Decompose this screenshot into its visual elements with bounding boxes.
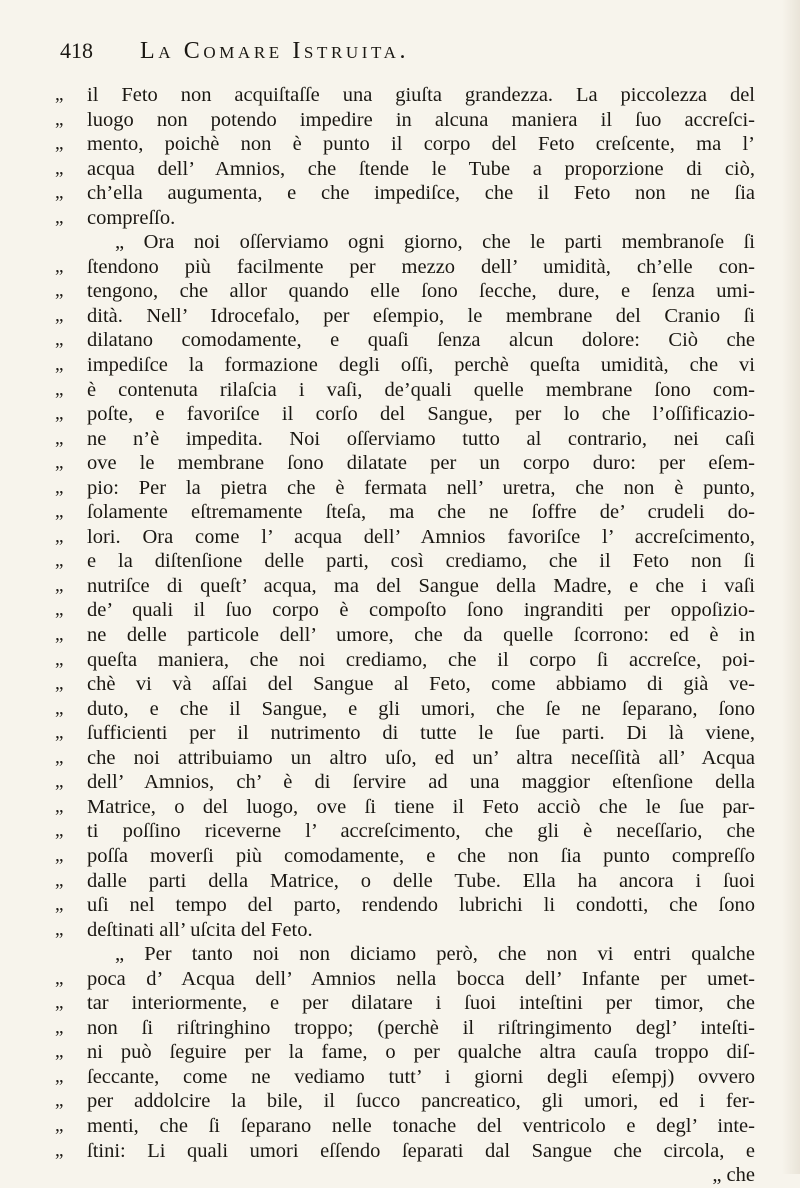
line-text: dell’ Amnios, ch’ è di ſervire ad una maggior eſtenſione della	[87, 771, 755, 794]
quote-mark: „	[55, 1090, 64, 1112]
line-text: ſolamente eſtremamente ſteſa, ma che ne ſoffre de’ crudeli do-	[87, 501, 755, 524]
line-text: uſi nel tempo del parto, rendendo lubrichi li condotti, che ſono	[87, 894, 755, 917]
quote-mark: „	[55, 550, 64, 572]
quote-mark: „	[55, 84, 64, 105]
text-line	[55, 1040, 755, 1065]
text-line	[55, 1163, 755, 1188]
text-line	[55, 1016, 755, 1041]
line-text: ne n’è impedita. Noi oſſerviamo tutto al contrario, nei caſi	[87, 427, 755, 450]
quote-mark: „	[55, 1016, 64, 1038]
quote-mark: „	[55, 722, 64, 744]
quote-mark: „	[55, 1041, 64, 1063]
quote-mark: „	[55, 108, 64, 130]
line-text: Matrice, o del luogo, ove ſi tiene il Feto acciò che le ſue par-	[87, 795, 755, 818]
quote-mark: „	[55, 427, 64, 449]
line-text: queſta maniera, che noi crediamo, che il corpo ſi accreſce, poi-	[87, 648, 755, 671]
running-title: La Comare Istruita.	[140, 38, 410, 64]
line-text: chè vi và aſſai del Sangue al Feto, come abbiamo di già ve-	[87, 673, 755, 696]
line-text: pio: Per la pietra che è fermata nell’ uretra, che non è punto,	[87, 476, 755, 499]
line-text: ti poſſino riceverne l’ accreſcimento, che gli è neceſſario, che	[87, 820, 755, 843]
text-line	[55, 648, 755, 673]
text-line	[55, 1139, 755, 1164]
text-line	[55, 353, 755, 378]
text-line	[55, 402, 755, 427]
line-text: luogo non potendo impedire in alcuna maniera il ſuo accreſci-	[87, 108, 755, 131]
text-line	[55, 1114, 755, 1139]
text-line	[55, 304, 755, 329]
quote-mark: „	[55, 1139, 64, 1161]
text-line	[55, 255, 755, 280]
quote-mark: „	[55, 746, 64, 768]
quote-mark: „	[55, 673, 64, 695]
line-text: non ſi riſtringhino troppo; (perchè il riſtringimento degl’ inteſti-	[87, 1016, 755, 1039]
text-line	[55, 132, 755, 157]
text-line	[55, 83, 755, 108]
quote-mark: „	[55, 501, 64, 523]
quote-mark: „	[55, 329, 64, 351]
catchword: „ che	[712, 1164, 755, 1187]
line-text: è contenuta rilaſcia i vaſi, de’quali quelle membrane ſono com-	[87, 378, 755, 401]
page-edge-shadow	[782, 0, 800, 1174]
text-line	[55, 230, 755, 255]
text-line	[55, 672, 755, 697]
line-text: dalle parti della Matrice, o delle Tube. Ella ha ancora i ſuoi	[87, 869, 755, 892]
text-line	[55, 918, 755, 943]
line-text: „ Per tanto noi non diciamo però, che non vi entri qualche	[115, 943, 755, 966]
quote-mark: „	[55, 894, 64, 916]
text-line	[55, 991, 755, 1016]
line-text: duto, e che il Sangue, e gli umori, che ſe ne ſeparano, ſono	[87, 697, 755, 720]
text-line	[55, 549, 755, 574]
quote-mark: „	[55, 378, 64, 400]
text-line	[55, 697, 755, 722]
line-text: nutriſce di queſt’ acqua, ma del Sangue della Madre, e che i vaſi	[87, 574, 755, 597]
text-line	[55, 623, 755, 648]
quote-mark: „	[55, 157, 64, 179]
text-line	[55, 598, 755, 623]
text-line	[55, 500, 755, 525]
line-text: menti, che ſi ſeparano nelle tonache del ventricolo e degl’ inte-	[87, 1114, 755, 1137]
line-text: poſte, e favoriſce il corſo del Sangue, per lo che l’oſſificazio-	[87, 403, 755, 426]
quote-mark: „	[55, 574, 64, 596]
line-text: compreſſo.	[87, 206, 176, 229]
line-text: acqua dell’ Amnios, che ſtende le Tube a proporzione di ciò,	[87, 157, 755, 180]
line-text: ſtini: Li quali umori eſſendo ſeparati dal Sangue che circola, e	[87, 1139, 755, 1162]
text-line	[55, 181, 755, 206]
line-text: ch’ella augumenta, e che impediſce, che il Feto non ne ſia	[87, 182, 755, 205]
quote-mark: „	[55, 697, 64, 719]
quote-mark: „	[55, 648, 64, 670]
line-text: dità. Nell’ Idrocefalo, per eſempio, le membrane del Cranio ſi	[87, 304, 755, 327]
body-text	[55, 83, 755, 1188]
quote-mark: „	[55, 1065, 64, 1087]
quote-mark: „	[55, 133, 64, 155]
text-line	[55, 795, 755, 820]
line-text: tengono, che allor quando elle ſono ſecche, dure, e ſenza umi-	[87, 280, 755, 303]
quote-mark: „	[55, 182, 64, 204]
quote-mark: „	[55, 918, 64, 940]
text-line	[55, 1065, 755, 1090]
quote-mark: „	[55, 820, 64, 842]
line-text: „ Ora noi oſſerviamo ogni giorno, che le parti membranoſe ſi	[115, 231, 755, 254]
line-text: dilatano comodamente, e quaſi ſenza alcun dolore: Ciò che	[87, 329, 755, 352]
text-line	[55, 206, 755, 231]
quote-mark: „	[55, 255, 64, 277]
text-line	[55, 427, 755, 452]
quote-mark: „	[55, 771, 64, 793]
quote-mark: „	[55, 280, 64, 302]
text-line	[55, 1089, 755, 1114]
line-text: ne delle particole dell’ umore, che da quelle ſcorrono: ed è in	[87, 624, 755, 647]
line-text: per addolcire la bile, il ſucco pancreatico, gli umori, ed i fer-	[87, 1090, 755, 1113]
line-text: lori. Ora come l’ acqua dell’ Amnios favoriſce l’ accreſcimento,	[87, 525, 755, 548]
line-text: tar interiormente, e per dilatare i ſuoi inteſtini per timor, che	[87, 992, 755, 1015]
quote-mark: „	[55, 992, 64, 1014]
line-text: impediſce la formazione degli oſſi, perchè queſta umidità, che vi	[87, 354, 755, 377]
quote-mark: „	[55, 304, 64, 326]
quote-mark: „	[55, 525, 64, 547]
quote-mark: „	[55, 206, 64, 228]
quote-mark: „	[55, 354, 64, 376]
text-line	[55, 525, 755, 550]
line-text: de’ quali il ſuo corpo è compoſto ſono ingranditi per oppoſizio-	[87, 599, 755, 622]
text-line	[55, 770, 755, 795]
text-line	[55, 819, 755, 844]
line-text: e la diſtenſione delle parti, così crediamo, che il Feto non ſi	[87, 550, 755, 573]
text-line	[55, 967, 755, 992]
text-line	[55, 108, 755, 133]
page-number: 418	[60, 38, 93, 63]
page-header	[60, 38, 750, 72]
text-line	[55, 893, 755, 918]
text-line	[55, 746, 755, 771]
line-text: poca d’ Acqua dell’ Amnios nella bocca dell’ Infante per umet-	[87, 967, 755, 990]
text-line	[55, 844, 755, 869]
text-line	[55, 451, 755, 476]
text-line	[55, 476, 755, 501]
quote-mark: „	[55, 403, 64, 425]
line-text: che noi attribuiamo un altro uſo, ed un’ altra neceſſità all’ Acqua	[87, 746, 755, 769]
quote-mark: „	[55, 795, 64, 817]
line-text: ni può ſeguire per la fame, o per qualche altra cauſa troppo diſ-	[87, 1041, 755, 1064]
text-line	[55, 157, 755, 182]
text-line	[55, 942, 755, 967]
quote-mark: „	[55, 869, 64, 891]
text-line	[55, 378, 755, 403]
line-text: il Feto non acquiſtaſſe una giuſta grandezza. La piccolezza del	[87, 84, 755, 106]
line-text: poſſa moverſi più comodamente, e che non ſia punto compreſſo	[87, 844, 755, 867]
line-text: ſtendono più facilmente per mezzo dell’ umidità, ch’elle con-	[87, 255, 755, 278]
line-text: ove le membrane ſono dilatate per un corpo duro: per eſem-	[87, 452, 755, 475]
line-text: ſufficienti per il nutrimento di tutte le ſue parti. Di là viene,	[87, 722, 755, 745]
quote-mark: „	[55, 452, 64, 474]
quote-mark: „	[55, 476, 64, 498]
line-text: mento, poichè non è punto il corpo del Feto creſcente, ma l’	[87, 133, 755, 156]
text-line	[55, 574, 755, 599]
quote-mark: „	[55, 844, 64, 866]
text-line	[55, 328, 755, 353]
line-text: ſeccante, come ne vediamo tutt’ i giorni degli eſempj) ovvero	[87, 1065, 755, 1088]
quote-mark: „	[55, 624, 64, 646]
quote-mark: „	[55, 1114, 64, 1136]
text-line	[55, 279, 755, 304]
text-line	[55, 869, 755, 894]
text-line	[55, 721, 755, 746]
quote-mark: „	[55, 599, 64, 621]
quote-mark: „	[55, 967, 64, 989]
line-text: deſtinati all’ uſcita del Feto.	[87, 918, 313, 941]
